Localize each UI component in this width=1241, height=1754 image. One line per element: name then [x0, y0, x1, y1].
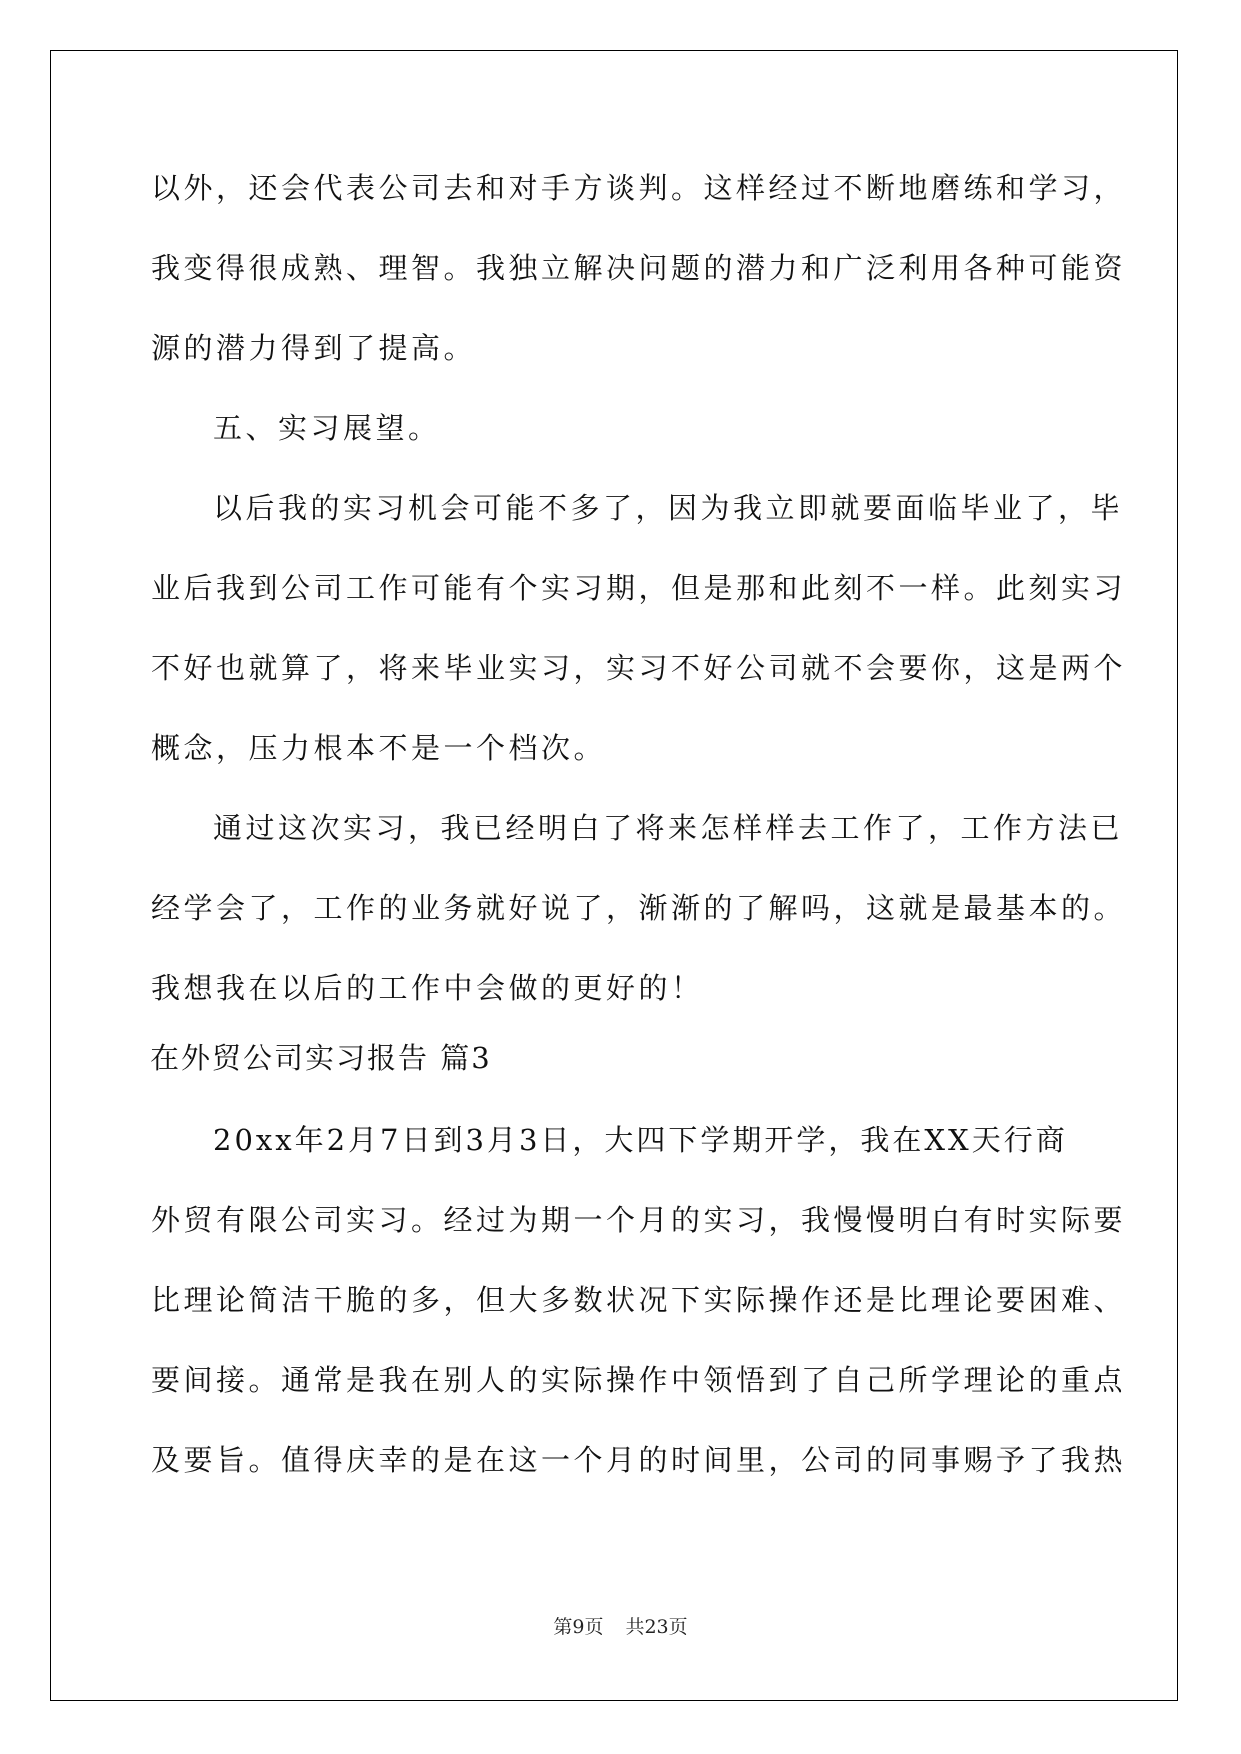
text-line: 不好也就算了，将来毕业实习，实习不好公司就不会要你，这是两个 [151, 651, 1127, 685]
text-line: 我变得很成熟、理智。我独立解决问题的潜力和广泛利用各种可能资 [151, 251, 1127, 285]
text-line: 外贸有限公司实习。经过为期一个月的实习，我慢慢明白有时实际要 [151, 1203, 1127, 1237]
section-heading: 五、实习展望。 [213, 411, 441, 445]
article-title: 在外贸公司实习报告 篇3 [150, 1041, 492, 1075]
page-total: 共23页 [625, 1616, 688, 1638]
text-line: 要间接。通常是我在别人的实际操作中领悟到了自己所学理论的重点 [151, 1363, 1127, 1397]
text-line: 源的潜力得到了提高。 [151, 331, 477, 365]
page-footer [0, 1612, 1241, 1639]
text-line: 经学会了，工作的业务就好说了，渐渐的了解吗，这就是最基本的。 [151, 891, 1127, 925]
text-line: 20xx年2月7日到3月3日，大四下学期开学，我在XX天行商 [213, 1123, 1068, 1157]
text-line: 通过这次实习，我已经明白了将来怎样样去工作了，工作方法已 [213, 811, 1124, 845]
text-line: 及要旨。值得庆幸的是在这一个月的时间里，公司的同事赐予了我热 [151, 1443, 1127, 1477]
text-line: 业后我到公司工作可能有个实习期，但是那和此刻不一样。此刻实习 [151, 571, 1127, 605]
page-number: 第9页 [553, 1616, 604, 1638]
text-line: 以外，还会代表公司去和对手方谈判。这样经过不断地磨练和学习， [151, 171, 1127, 205]
text-line: 比理论简洁干脆的多，但大多数状况下实际操作还是比理论要困难、 [151, 1283, 1127, 1317]
text-line: 我想我在以后的工作中会做的更好的！ [151, 971, 704, 1005]
text-line: 概念，压力根本不是一个档次。 [151, 731, 607, 765]
text-line: 以后我的实习机会可能不多了，因为我立即就要面临毕业了，毕 [213, 491, 1124, 525]
